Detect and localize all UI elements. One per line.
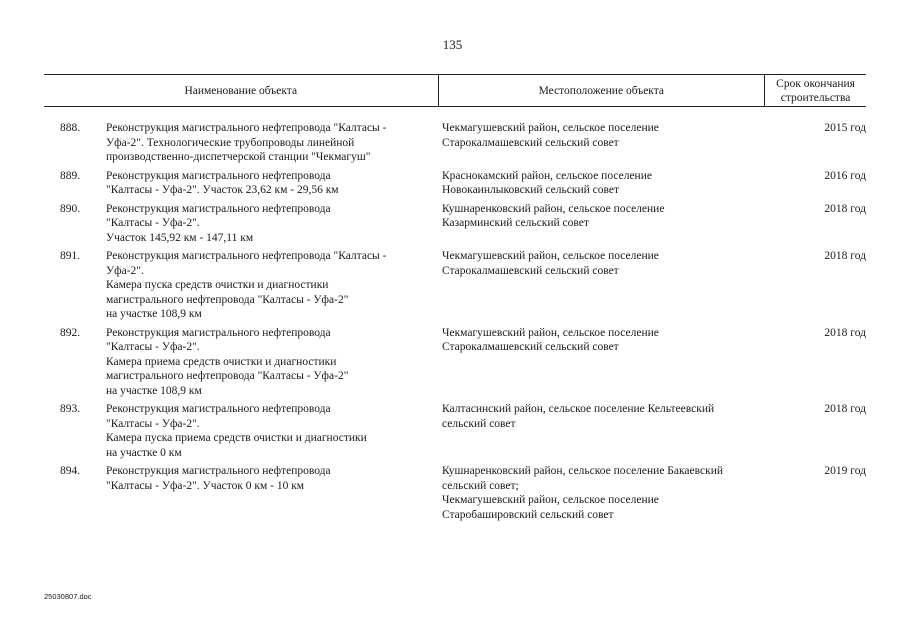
object-location: Чекмагушевский район, сельское поселение Старокалмашевский сельский совет [442,122,659,149]
row-number: 891. [60,250,81,262]
completion-year: 2018 год [824,326,866,339]
row-number: 889. [60,169,81,182]
table-row [44,464,866,522]
object-name: Реконструкция магистрального нефтепровода "Калтасы - Уфа-2". Технологические трубопроводы линейной производственно-диспетчерской станции "Чекмагуш" [106,122,387,163]
object-location: Краснокамский район, сельское поселение Новокаинлыковский сельский совет [442,169,652,196]
header-location: Местоположение объекта [439,75,766,106]
row-number: 888. [60,122,81,134]
header-deadline: Срок окончания строительства [776,77,855,104]
completion-year: 2015 год [824,122,866,134]
document-filename: 25030807.doc [44,592,92,601]
row-number: 892. [60,326,81,339]
table-body [44,121,866,526]
completion-year: 2018 год [824,250,866,262]
table-row [44,249,866,322]
row-number: 893. [60,403,81,415]
object-name: Реконструкция магистрального нефтепровода "Калтасы - Уфа-2". Участок 23,62 км - 29,56 км [106,169,339,196]
object-name: Реконструкция магистрального нефтепровода "Калтасы - Уфа-2". Камера пуска приема средств очистки и диагностики на участке 0 км [106,403,367,459]
object-location: Кушнаренковский район, сельское поселение Бакаевский сельский совет; Чекмагушевский район, сельское поселение Старобашировский сельский совет [442,465,724,521]
table-row [44,202,866,246]
completion-year: 2016 год [824,169,866,182]
object-name: Реконструкция магистрального нефтепровода "Калтасы - Уфа-2". Участок 145,92 км - 147,11 км [106,202,331,244]
completion-year: 2018 год [824,403,866,415]
object-location: Чекмагушевский район, сельское поселение Старокалмашевский сельский совет [442,250,659,277]
object-location: Чекмагушевский район, сельское поселение Старокалмашевский сельский совет [442,326,659,353]
row-number: 894. [60,465,81,477]
row-number: 890. [60,202,81,215]
object-location: Кушнаренковский район, сельское поселение Казарминский сельский совет [442,202,665,229]
table-row [44,169,866,198]
table-row [44,402,866,460]
object-name: Реконструкция магистрального нефтепровода "Калтасы - Уфа-2". Камера пуска средств очистки и диагностики магистрального нефтепровода "Калтасы - Уфа-2" на участке 108,9 км [106,250,387,320]
completion-year: 2019 год [824,465,866,477]
completion-year: 2018 год [824,202,866,215]
object-name: Реконструкция магистрального нефтепровода "Калтасы - Уфа-2". Участок 0 км - 10 км [106,465,331,492]
table-row [44,121,866,165]
table-row [44,326,866,399]
object-name: Реконструкция магистрального нефтепровода "Калтасы - Уфа-2". Камера приема средств очистки и диагностики магистрального нефтепровода "Калтасы - Уфа-2" на участке 108,9 км [106,326,349,397]
page-number: 135 [442,37,463,52]
header-name: Наименование объекта [44,75,439,106]
table-header [44,74,866,107]
object-location: Калтасинский район, сельское поселение Кельтеевский сельский совет [442,403,715,430]
